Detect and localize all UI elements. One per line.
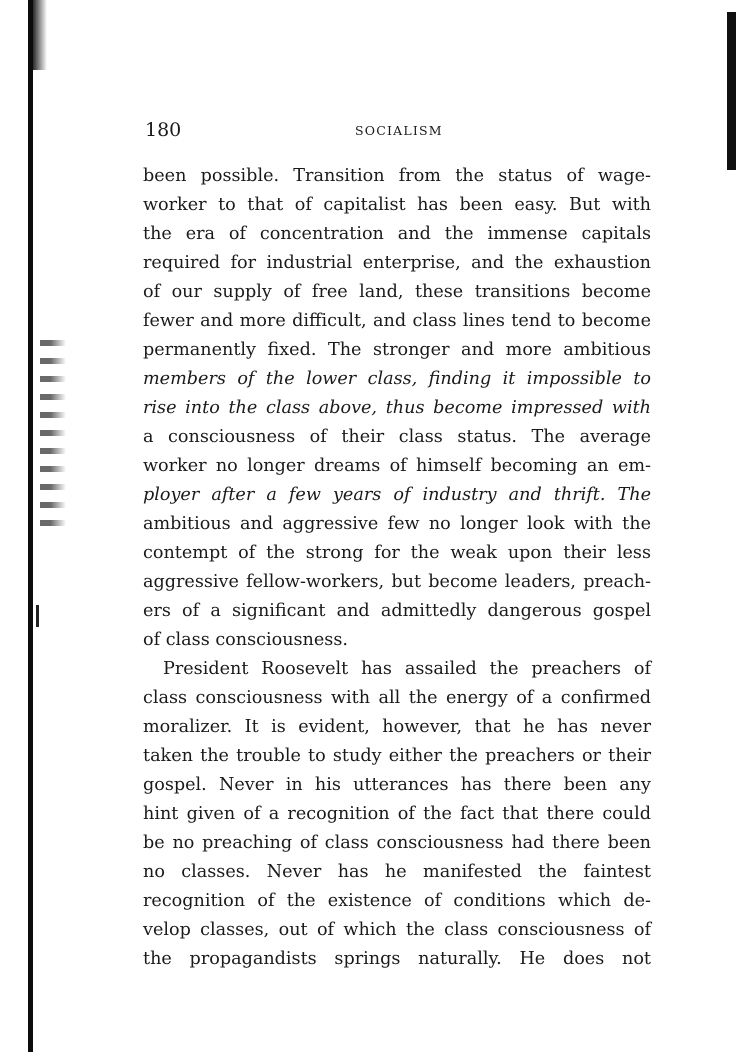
text-line: ployer after a few years of industry and thrift. The [143, 485, 651, 505]
text-line: a consciousness of their class status. The average [143, 427, 651, 447]
text-line: taken the trouble to study either the preachers or their [143, 746, 651, 766]
text-line: moralizer. It is evident, however, that he has never [143, 717, 651, 737]
text-line: be no preaching of class consciousness had there been [143, 833, 651, 853]
page-header [145, 118, 650, 142]
text-line: worker no longer dreams of himself becoming an em- [143, 456, 651, 476]
text-line: been possible. Transition from the status of wage- [143, 166, 651, 186]
running-title: SOCIALISM [355, 123, 443, 138]
text-line: hint given of a recognition of the fact that there could [143, 804, 651, 824]
body-text [143, 162, 651, 974]
text-line: required for industrial enterprise, and the exhaustion [143, 253, 651, 273]
text-line: members of the lower class, finding it impossible to [143, 369, 651, 389]
text-line: fewer and more difficult, and class lines tend to become [143, 311, 651, 331]
scan-speckle-left [40, 340, 66, 530]
text-line: of class consciousness. [143, 630, 348, 650]
text-line: the propagandists springs naturally. He does not [143, 949, 651, 969]
text-line: recognition of the existence of conditions which de- [143, 891, 651, 911]
text-line: permanently fixed. The stronger and more ambitious [143, 340, 651, 360]
scan-edge-left [28, 0, 33, 1052]
page-number: 180 [145, 119, 182, 141]
text-line: ambitious and aggressive few no longer look with the [143, 514, 651, 534]
scan-edge-right [727, 12, 736, 170]
text-line: President Roosevelt has assailed the preachers of [163, 659, 651, 679]
text-line: of our supply of free land, these transitions become [143, 282, 651, 302]
text-line: no classes. Never has he manifested the faintest [143, 862, 651, 882]
text-line: contempt of the strong for the weak upon their less [143, 543, 651, 563]
text-line: gospel. Never in his utterances has there been any [143, 775, 651, 795]
text-line: class consciousness with all the energy of a confirmed [143, 688, 651, 708]
text-line: the era of concentration and the immense capitals [143, 224, 651, 244]
text-line: ers of a significant and admittedly dangerous gospel [143, 601, 651, 621]
text-line: velop classes, out of which the class consciousness of [143, 920, 651, 940]
text-line: rise into the class above, thus become impressed with [143, 398, 651, 418]
text-line: aggressive fellow-workers, but become leaders, preach- [143, 572, 651, 592]
scan-mark-left [36, 605, 39, 627]
scan-shadow-top-left [33, 0, 47, 70]
text-line: worker to that of capitalist has been easy. But with [143, 195, 651, 215]
